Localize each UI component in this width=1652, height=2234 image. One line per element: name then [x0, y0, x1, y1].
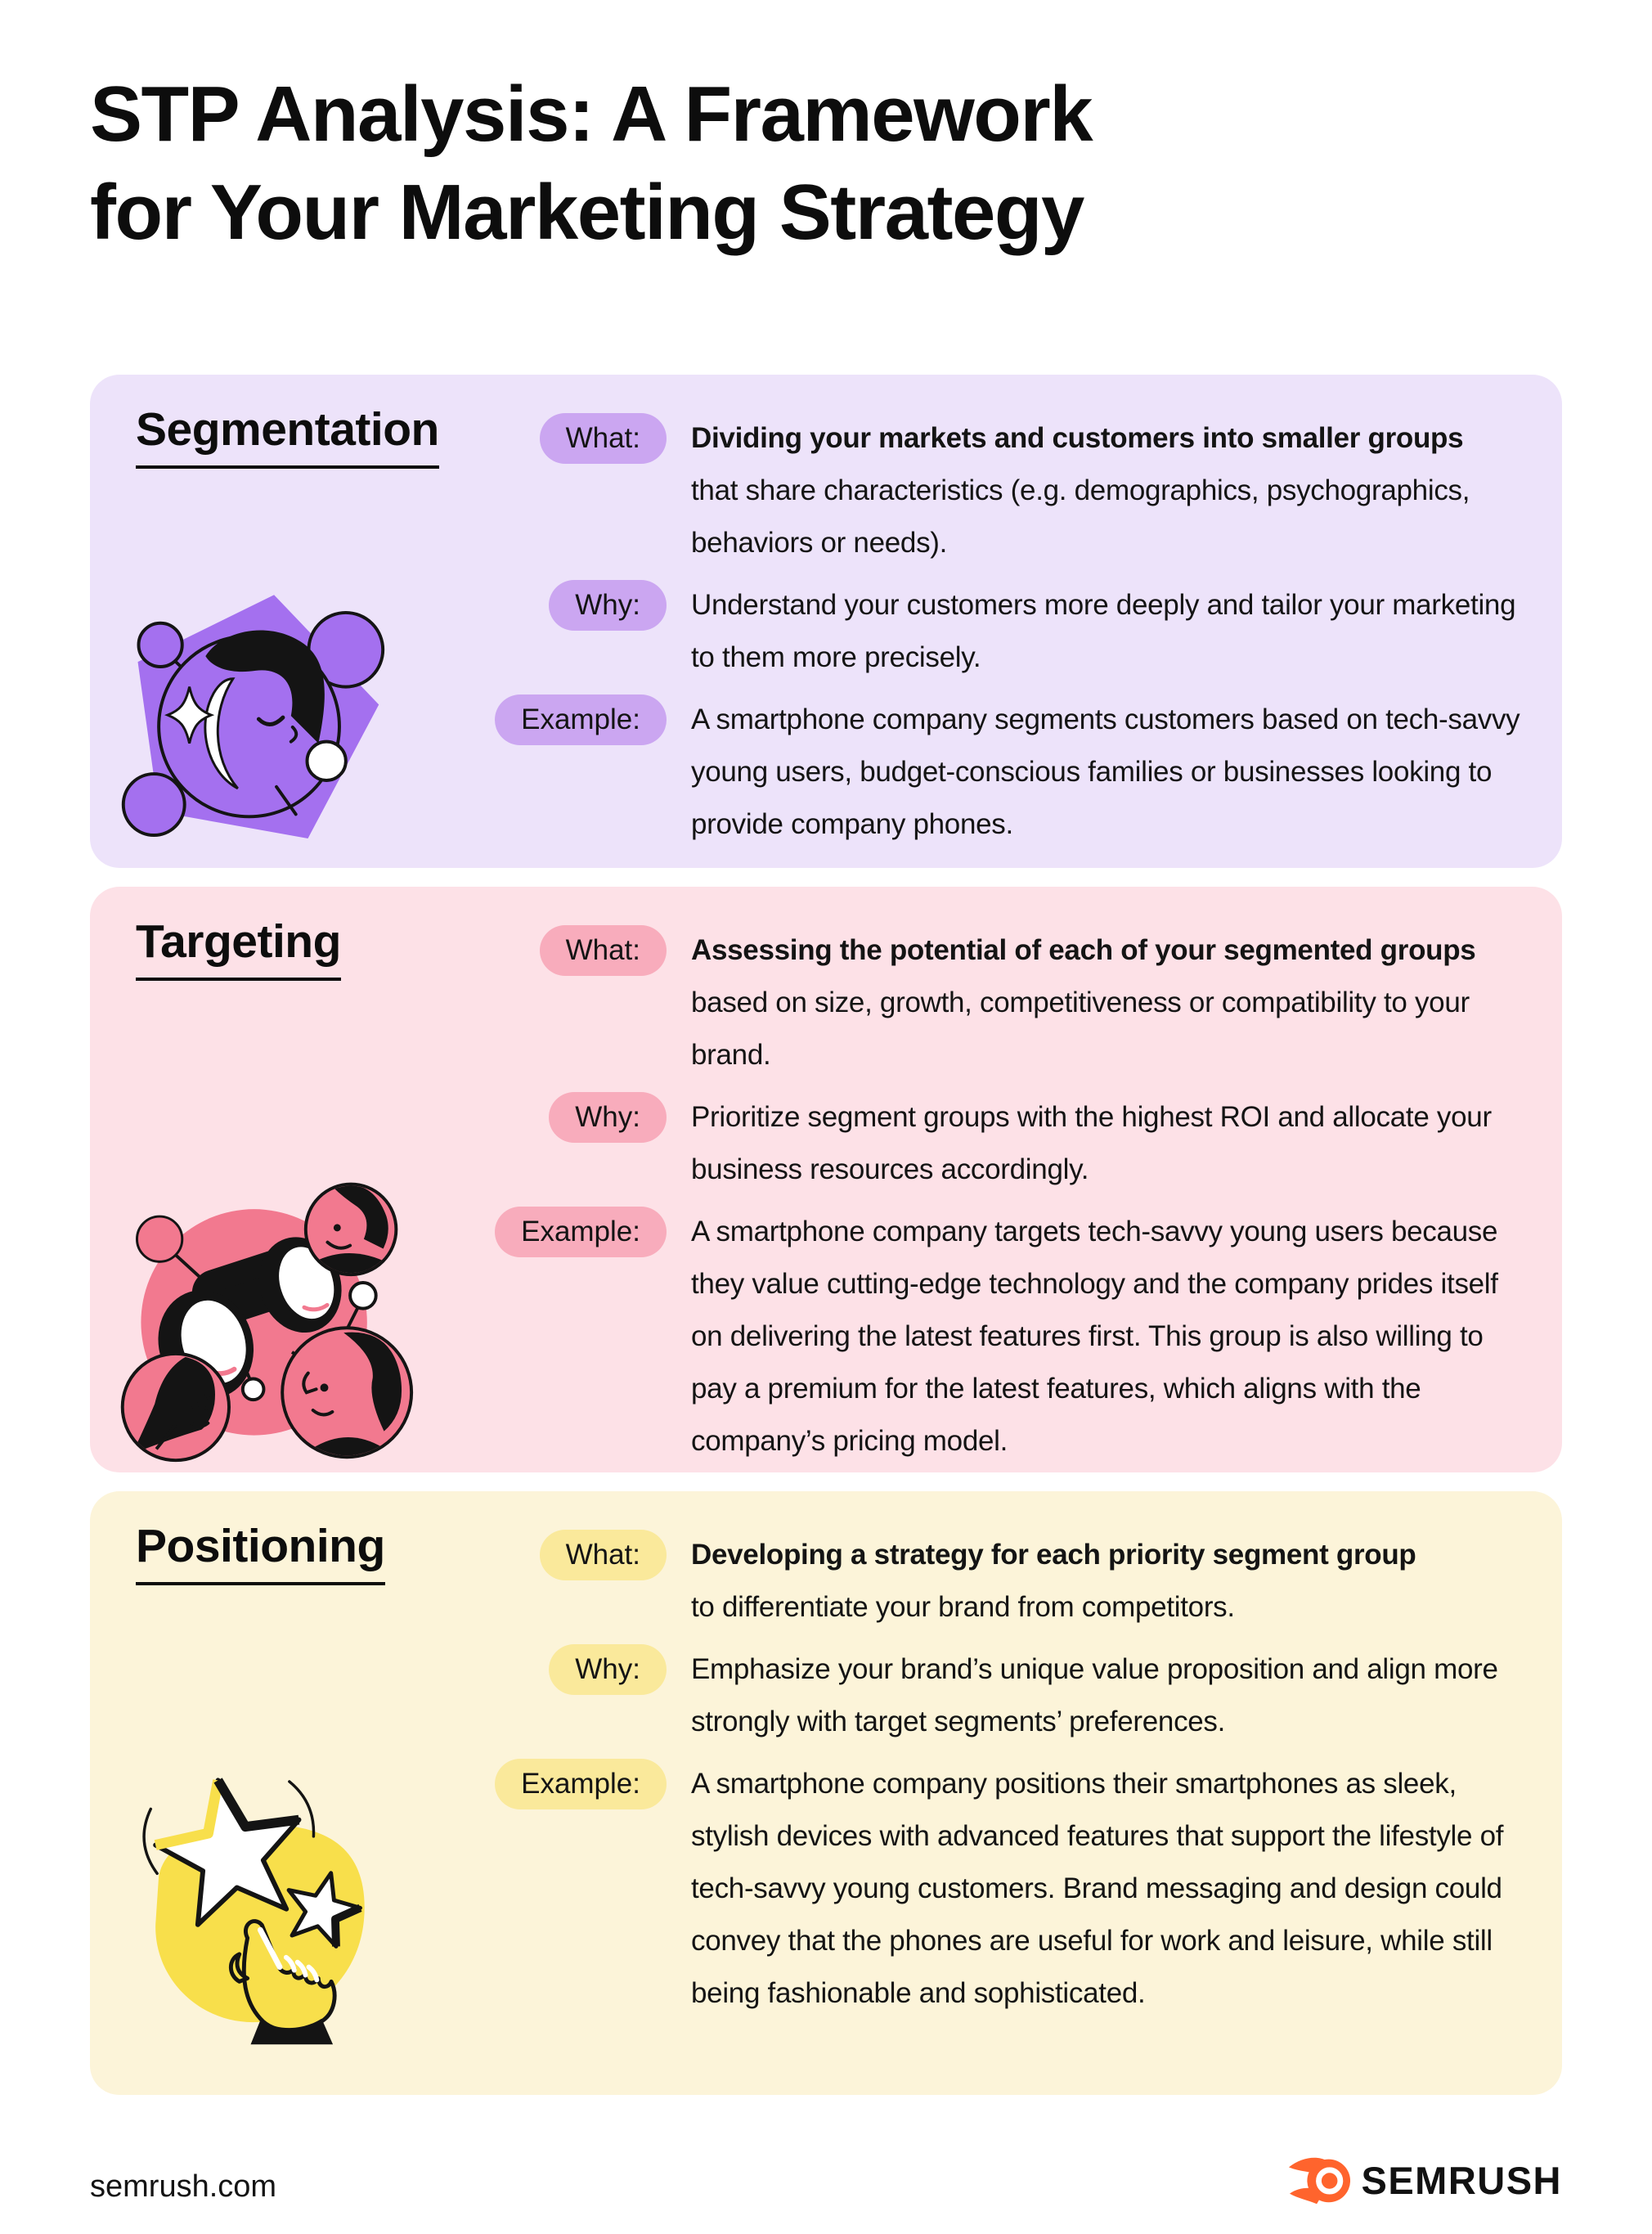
targeting-heading: Targeting [136, 918, 341, 981]
why-text [691, 1643, 1529, 1748]
what-row [462, 924, 1529, 1081]
example-text [691, 1206, 1529, 1468]
why-pill: Why: [549, 1644, 667, 1695]
what-text [691, 1529, 1529, 1634]
example-text-rest: A smartphone company targets tech-savvy young users because they value cutting-edge technology and the company prides itself on delivering the latest features first. This group is also willing to pay a premium for the latest features, which aligns with the company’s pricing model. [691, 1216, 1498, 1457]
binoculars-network-illustration [105, 1161, 420, 1468]
what-text-lead: Developing a strategy for each priority segment group [691, 1539, 1416, 1571]
targeting-rows [462, 924, 1529, 1468]
what-text-rest: based on size, growth, competitiveness or compatibility to your brand. [691, 987, 1470, 1071]
page-title-line2: for Your Marketing Strategy [90, 169, 1084, 256]
why-text [691, 1091, 1529, 1196]
why-row [462, 579, 1529, 684]
semrush-logo [1287, 2150, 1562, 2210]
example-pill: Example: [495, 1759, 667, 1809]
why-text-rest: Prioritize segment groups with the highest ROI and allocate your business resources accordingly. [691, 1101, 1492, 1185]
segmentation-section [90, 375, 1562, 868]
footer-site-url: semrush.com [90, 2169, 277, 2204]
why-text-rest: Emphasize your brand’s unique value proposition and align more strongly with target segments’ preferences. [691, 1653, 1498, 1737]
page-title [90, 65, 1092, 262]
targeting-section [90, 887, 1562, 1472]
example-pill: Example: [495, 694, 667, 745]
example-row [462, 694, 1529, 851]
face-in-star-badge-illustration [110, 583, 393, 861]
why-row [462, 1091, 1529, 1196]
what-pill: What: [540, 925, 667, 976]
positioning-rows [462, 1529, 1529, 2020]
semrush-flame-icon [1287, 2151, 1351, 2209]
what-text [691, 412, 1529, 569]
positioning-heading: Positioning [136, 1522, 385, 1585]
example-text [691, 1758, 1529, 2020]
why-pill: Why: [549, 1092, 667, 1143]
why-text [691, 579, 1529, 684]
what-text [691, 924, 1529, 1081]
semrush-wordmark: SEMRUSH [1361, 2158, 1562, 2202]
example-row [462, 1758, 1529, 2020]
example-text [691, 694, 1529, 851]
what-row [462, 412, 1529, 569]
why-text-rest: Understand your customers more deeply and tailor your marketing to them more precisely. [691, 589, 1516, 673]
what-text-rest: to differentiate your brand from competitors. [691, 1591, 1235, 1623]
what-text-lead: Assessing the potential of each of your segmented groups [691, 934, 1476, 966]
why-row [462, 1643, 1529, 1748]
example-pill: Example: [495, 1207, 667, 1257]
what-text-lead: Dividing your markets and customers into smaller groups [691, 422, 1464, 454]
why-pill: Why: [549, 580, 667, 631]
example-row [462, 1206, 1529, 1468]
positioning-section [90, 1491, 1562, 2095]
segmentation-rows [462, 412, 1529, 851]
example-text-rest: A smartphone company positions their smartphones as sleek, stylish devices with advanced features that support the lifestyle of tech-savvy young customers. Brand messaging and design could convey that the phones are useful for work and leisure, while still being fashionable and sophisticated. [691, 1768, 1504, 2009]
what-text-rest: that share characteristics (e.g. demographics, psychographics, behaviors or needs). [691, 474, 1470, 559]
page-title-line1: STP Analysis: A Framework [90, 70, 1093, 158]
what-pill: What: [540, 413, 667, 464]
segmentation-heading: Segmentation [136, 406, 439, 469]
hand-spinning-star-illustration [110, 1733, 393, 2047]
example-text-rest: A smartphone company segments customers based on tech-savvy young users, budget-conscious families or businesses looking to provide company phones. [691, 703, 1520, 840]
what-row [462, 1529, 1529, 1634]
what-pill: What: [540, 1530, 667, 1580]
